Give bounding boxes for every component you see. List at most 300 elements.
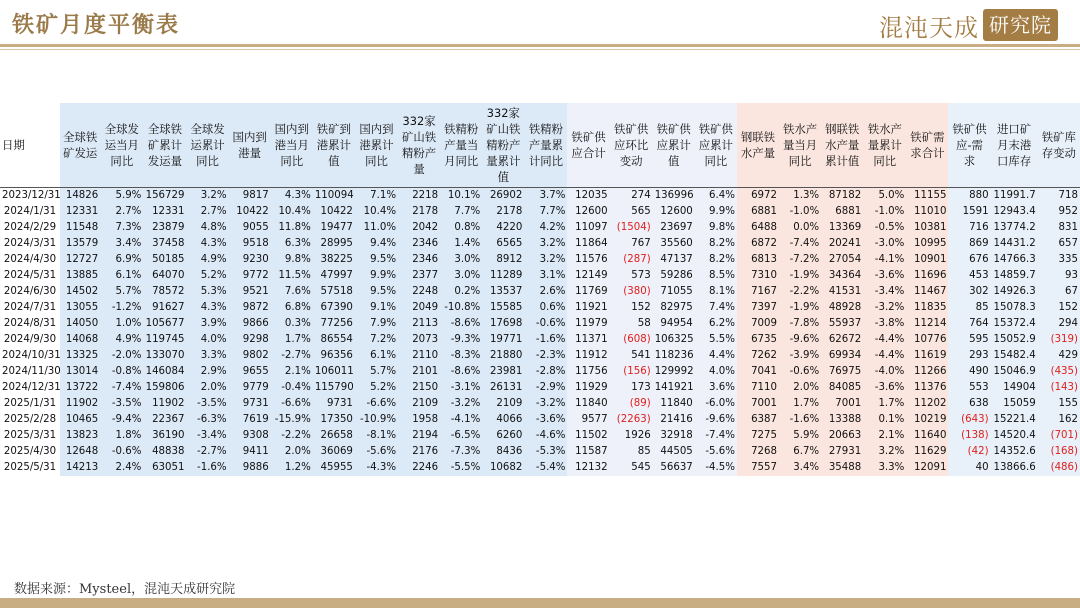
table-cell: (138): [948, 428, 990, 444]
table-cell: 5.3%: [186, 284, 228, 300]
table-cell: 9731: [313, 396, 355, 412]
table-cell: 657: [1038, 236, 1080, 252]
table-cell: 6.4%: [695, 188, 737, 205]
table-cell: -7.4%: [695, 428, 737, 444]
table-cell: 28995: [313, 236, 355, 252]
table-cell: 15059: [991, 396, 1038, 412]
table-cell: 294: [1038, 316, 1080, 332]
table-cell: 35488: [821, 460, 863, 476]
table-cell: 11502: [567, 428, 609, 444]
table-row: [0, 460, 1080, 476]
column-header: 铁矿供应累计值: [653, 103, 695, 188]
table-cell: 20241: [821, 236, 863, 252]
table-cell: 129992: [653, 364, 695, 380]
table-cell: 3.7%: [524, 188, 567, 205]
table-cell: -4.6%: [524, 428, 567, 444]
table-cell: 13885: [60, 268, 100, 284]
table-cell: 831: [1038, 220, 1080, 236]
table-cell: 10776: [906, 332, 948, 348]
table-cell: 14926.3: [991, 284, 1038, 300]
table-cell: 6.7%: [779, 444, 821, 460]
table-cell: 4.9%: [186, 252, 228, 268]
table-header-row: [0, 103, 1080, 188]
table-cell: 15585: [482, 300, 524, 316]
table-cell: 21416: [653, 412, 695, 428]
table-cell: 40: [948, 460, 990, 476]
table-cell: 11864: [567, 236, 609, 252]
table-cell: 34364: [821, 268, 863, 284]
table-cell: 3.2%: [524, 252, 567, 268]
table-cell: 2.6%: [524, 284, 567, 300]
table-cell: 573: [610, 268, 653, 284]
table-cell: 1591: [948, 204, 990, 220]
table-cell: 14826: [60, 188, 100, 205]
table-cell: 10682: [482, 460, 524, 476]
table-cell: 9802: [229, 348, 271, 364]
table-cell: -3.9%: [779, 348, 821, 364]
table-cell: -4.4%: [863, 348, 906, 364]
table-row: [0, 332, 1080, 348]
table-cell: (168): [1038, 444, 1080, 460]
logo-text: 混沌天成: [879, 13, 979, 42]
table-cell: 14431.2: [991, 236, 1038, 252]
table-cell: 11.5%: [271, 268, 313, 284]
date-cell: 2023/12/31: [2, 190, 61, 201]
table-row: [0, 252, 1080, 268]
table-cell: 6881: [821, 204, 863, 220]
table-cell: 9817: [229, 188, 271, 205]
table-cell: 9.1%: [355, 300, 398, 316]
table-cell: 11991.7: [991, 188, 1038, 205]
table-cell: 11548: [60, 220, 100, 236]
table-cell: 11289: [482, 268, 524, 284]
table-cell: 11214: [906, 316, 948, 332]
table-row: [0, 188, 1080, 205]
table-cell: 7310: [737, 268, 779, 284]
date-cell: 2024/5/31: [3, 270, 57, 281]
table-cell: 5.2%: [186, 268, 228, 284]
table-cell: 10422: [229, 204, 271, 220]
table-cell: 12943.4: [991, 204, 1038, 220]
table-cell: 13014: [60, 364, 100, 380]
table-cell: 4066: [482, 412, 524, 428]
table-cell: -4.1%: [440, 412, 482, 428]
table-cell: 36069: [313, 444, 355, 460]
table-cell: 3.0%: [440, 252, 482, 268]
column-header: 铁矿需求合计: [906, 103, 948, 188]
table-cell: 96356: [313, 348, 355, 364]
table-cell: -2.2%: [271, 428, 313, 444]
table-cell: 718: [1038, 188, 1080, 205]
table-cell: 952: [1038, 204, 1080, 220]
table-cell: -8.3%: [440, 348, 482, 364]
table-cell: 869: [948, 236, 990, 252]
table-cell: 0.8%: [440, 220, 482, 236]
table-cell: 8.1%: [695, 284, 737, 300]
table-cell: 7.9%: [355, 316, 398, 332]
table-cell: 17698: [482, 316, 524, 332]
table-cell: 14502: [60, 284, 100, 300]
table-cell: 20663: [821, 428, 863, 444]
table-cell: 58: [610, 316, 653, 332]
table-cell: (89): [610, 396, 653, 412]
table-cell: -0.6%: [100, 444, 143, 460]
table-body: [0, 188, 1080, 477]
table-cell: 19771: [482, 332, 524, 348]
table-cell: 13055: [60, 300, 100, 316]
table-cell: (435): [1038, 364, 1080, 380]
table-cell: -2.3%: [524, 348, 567, 364]
date-cell: 2024/6/30: [3, 286, 57, 297]
table-cell: 1.7%: [779, 396, 821, 412]
table-cell: 12132: [567, 460, 609, 476]
table-row: [0, 236, 1080, 252]
column-header: 铁矿库存变动: [1038, 103, 1080, 188]
table-cell: 14050: [60, 316, 100, 332]
column-header: 全球发运当月同比: [100, 103, 143, 188]
table-cell: 6.3%: [271, 236, 313, 252]
date-cell: 2024/11/30: [2, 366, 61, 377]
table-cell: (608): [610, 332, 653, 348]
table-cell: 1.4%: [440, 236, 482, 252]
table-cell: 5.0%: [863, 188, 906, 205]
table-cell: 2073: [398, 332, 440, 348]
table-cell: 7557: [737, 460, 779, 476]
table-cell: 6565: [482, 236, 524, 252]
date-cell: 2024/7/31: [3, 302, 57, 313]
table-cell: 141921: [653, 380, 695, 396]
column-header: 钢联铁水产量: [737, 103, 779, 188]
table-cell: 2.9%: [186, 364, 228, 380]
table-cell: 59286: [653, 268, 695, 284]
table-cell: 1.2%: [271, 460, 313, 476]
table-cell: 2113: [398, 316, 440, 332]
table-cell: 1.0%: [100, 316, 143, 332]
table-row: [0, 444, 1080, 460]
table-cell: 44505: [653, 444, 695, 460]
table-cell: 4.3%: [186, 300, 228, 316]
table-cell: 767: [610, 236, 653, 252]
table-cell: 565: [610, 204, 653, 220]
date-cell: 2025/5/31: [3, 462, 57, 473]
table-cell: 429: [1038, 348, 1080, 364]
table-cell: 2.1%: [863, 428, 906, 444]
table-cell: 11835: [906, 300, 948, 316]
table-cell: 11010: [906, 204, 948, 220]
table-cell: -2.7%: [271, 348, 313, 364]
table-cell: -15.9%: [271, 412, 313, 428]
table-cell: 26658: [313, 428, 355, 444]
table-row: [0, 428, 1080, 444]
table-cell: 8.2%: [695, 236, 737, 252]
table-cell: 4.4%: [695, 348, 737, 364]
column-header: 332家矿山铁精粉产量累计值: [482, 103, 524, 188]
table-cell: 23981: [482, 364, 524, 380]
table-cell: 82975: [653, 300, 695, 316]
table-cell: (42): [948, 444, 990, 460]
table-cell: 2178: [482, 204, 524, 220]
table-cell: 11371: [567, 332, 609, 348]
table-cell: 11979: [567, 316, 609, 332]
table-cell: -3.6%: [863, 380, 906, 396]
table-row: [0, 396, 1080, 412]
table-cell: 3.9%: [186, 316, 228, 332]
table-cell: 14904: [991, 380, 1038, 396]
table-cell: -8.6%: [440, 364, 482, 380]
table-cell: 9.8%: [271, 252, 313, 268]
table-cell: 55937: [821, 316, 863, 332]
table-cell: 3.4%: [100, 236, 143, 252]
column-header: 全球铁矿累计发运量: [143, 103, 186, 188]
table-cell: -10.8%: [440, 300, 482, 316]
table-cell: 48928: [821, 300, 863, 316]
footer-bar: [0, 598, 1080, 608]
column-header: 钢联铁水产量累计值: [821, 103, 863, 188]
table-cell: -1.6%: [186, 460, 228, 476]
table-cell: 48838: [143, 444, 186, 460]
table-cell: 8436: [482, 444, 524, 460]
table-cell: 7275: [737, 428, 779, 444]
table-cell: 118236: [653, 348, 695, 364]
table-cell: 26131: [482, 380, 524, 396]
table-cell: 11376: [906, 380, 948, 396]
table-cell: 9521: [229, 284, 271, 300]
table-cell: 7001: [821, 396, 863, 412]
table-cell: 545: [610, 460, 653, 476]
table-cell: 6881: [737, 204, 779, 220]
table-cell: 7110: [737, 380, 779, 396]
table-cell: -6.5%: [440, 428, 482, 444]
table-cell: 9.8%: [695, 220, 737, 236]
table-cell: 6972: [737, 188, 779, 205]
table-cell: -2.0%: [100, 348, 143, 364]
table-cell: 69934: [821, 348, 863, 364]
table-cell: 2.1%: [271, 364, 313, 380]
table-cell: 12035: [567, 188, 609, 205]
table-cell: -3.4%: [186, 428, 228, 444]
table-cell: 67: [1038, 284, 1080, 300]
table-cell: 6488: [737, 220, 779, 236]
table-cell: 4220: [482, 220, 524, 236]
table-cell: 4.0%: [186, 332, 228, 348]
table-cell: 335: [1038, 252, 1080, 268]
table-cell: 115790: [313, 380, 355, 396]
header-divider: [0, 44, 1080, 47]
table-cell: 14213: [60, 460, 100, 476]
table-cell: 10.4%: [271, 204, 313, 220]
table-cell: (156): [610, 364, 653, 380]
table-cell: 10465: [60, 412, 100, 428]
table-cell: 3.3%: [186, 348, 228, 364]
table-cell: -7.2%: [779, 252, 821, 268]
table-cell: 4.3%: [186, 236, 228, 252]
table-cell: 2194: [398, 428, 440, 444]
date-cell: 2025/3/31: [3, 430, 57, 441]
table-cell: 7619: [229, 412, 271, 428]
table-cell: 2.7%: [100, 204, 143, 220]
table-cell: 7268: [737, 444, 779, 460]
table-cell: 2150: [398, 380, 440, 396]
table-cell: -3.2%: [440, 396, 482, 412]
table-cell: 11202: [906, 396, 948, 412]
table-cell: 9.9%: [355, 268, 398, 284]
table-cell: -7.4%: [779, 236, 821, 252]
table-cell: 15372.4: [991, 316, 1038, 332]
column-header: 铁矿供应环比变动: [610, 103, 653, 188]
table-cell: 9518: [229, 236, 271, 252]
table-cell: 11840: [567, 396, 609, 412]
table-cell: 0.2%: [440, 284, 482, 300]
table-cell: 4.8%: [186, 220, 228, 236]
column-header: 铁水产量当月同比: [779, 103, 821, 188]
table-cell: (319): [1038, 332, 1080, 348]
table-cell: 11266: [906, 364, 948, 380]
table-cell: 110094: [313, 188, 355, 205]
column-header: 国内到港当月同比: [271, 103, 313, 188]
table-cell: 2.0%: [271, 444, 313, 460]
table-cell: -3.4%: [863, 284, 906, 300]
table-cell: 764: [948, 316, 990, 332]
table-cell: 2178: [398, 204, 440, 220]
column-header: 铁矿到港累计值: [313, 103, 355, 188]
table-cell: 152: [1038, 300, 1080, 316]
table-cell: 45955: [313, 460, 355, 476]
table-cell: -8.6%: [440, 316, 482, 332]
table-cell: 5.9%: [779, 428, 821, 444]
table-cell: 2.4%: [100, 460, 143, 476]
table-cell: 9055: [229, 220, 271, 236]
table-cell: -5.5%: [440, 460, 482, 476]
table-cell: 7167: [737, 284, 779, 300]
date-cell: 2025/2/28: [3, 414, 57, 425]
table-cell: 9886: [229, 460, 271, 476]
table-row: [0, 412, 1080, 428]
table-cell: 2176: [398, 444, 440, 460]
table-cell: 12600: [653, 204, 695, 220]
table-cell: 2109: [482, 396, 524, 412]
table-cell: 12149: [567, 268, 609, 284]
table-cell: 155: [1038, 396, 1080, 412]
column-header: 332家矿山铁精粉产量: [398, 103, 440, 188]
table-cell: -7.4%: [100, 380, 143, 396]
table-cell: 15482.4: [991, 348, 1038, 364]
table-cell: -3.6%: [863, 268, 906, 284]
table-cell: 2.0%: [186, 380, 228, 396]
table-cell: 14352.6: [991, 444, 1038, 460]
table-cell: -5.4%: [524, 460, 567, 476]
table-cell: 7009: [737, 316, 779, 332]
table-cell: 35560: [653, 236, 695, 252]
table-cell: 85: [948, 300, 990, 316]
table-cell: 10995: [906, 236, 948, 252]
table-cell: -10.9%: [355, 412, 398, 428]
table-cell: 2042: [398, 220, 440, 236]
table-cell: -9.6%: [779, 332, 821, 348]
table-cell: 6.9%: [100, 252, 143, 268]
table-cell: 6872: [737, 236, 779, 252]
table-cell: 13866.6: [991, 460, 1038, 476]
table-cell: (2263): [610, 412, 653, 428]
table-cell: 1.7%: [271, 332, 313, 348]
table-cell: 87182: [821, 188, 863, 205]
table-cell: -1.6%: [779, 412, 821, 428]
table-cell: 23697: [653, 220, 695, 236]
table-cell: 12727: [60, 252, 100, 268]
table-cell: 7.7%: [440, 204, 482, 220]
page-title: 铁矿月度平衡表: [12, 12, 181, 38]
table-cell: 1958: [398, 412, 440, 428]
table-cell: -7.3%: [440, 444, 482, 460]
table-cell: 23879: [143, 220, 186, 236]
table-cell: 13369: [821, 220, 863, 236]
table-cell: 38225: [313, 252, 355, 268]
table-cell: 2049: [398, 300, 440, 316]
table-cell: 13722: [60, 380, 100, 396]
table-cell: 11467: [906, 284, 948, 300]
table-cell: -1.2%: [100, 300, 143, 316]
table-cell: 11921: [567, 300, 609, 316]
table-cell: 156729: [143, 188, 186, 205]
table-cell: 3.2%: [524, 236, 567, 252]
table-cell: 2.7%: [186, 204, 228, 220]
table-cell: 2248: [398, 284, 440, 300]
table-cell: -3.8%: [863, 316, 906, 332]
table-cell: -1.0%: [863, 204, 906, 220]
table-cell: 638: [948, 396, 990, 412]
table-cell: 10381: [906, 220, 948, 236]
table-cell: 2377: [398, 268, 440, 284]
table-row: [0, 300, 1080, 316]
table-cell: 11.8%: [271, 220, 313, 236]
table-cell: 6387: [737, 412, 779, 428]
table-cell: 6.8%: [271, 300, 313, 316]
table-cell: 7.6%: [271, 284, 313, 300]
table-cell: -9.4%: [100, 412, 143, 428]
column-header: 铁矿供应-需求: [948, 103, 990, 188]
table-cell: 9866: [229, 316, 271, 332]
table-cell: 6.1%: [100, 268, 143, 284]
table-cell: 11619: [906, 348, 948, 364]
table-cell: 47997: [313, 268, 355, 284]
table-cell: 13579: [60, 236, 100, 252]
table-cell: -3.1%: [440, 380, 482, 396]
table-cell: 41531: [821, 284, 863, 300]
table-cell: 36190: [143, 428, 186, 444]
table-cell: 146084: [143, 364, 186, 380]
table-cell: 105677: [143, 316, 186, 332]
table-cell: 2246: [398, 460, 440, 476]
table-cell: 3.0%: [440, 268, 482, 284]
table-cell: 880: [948, 188, 990, 205]
table-cell: 11097: [567, 220, 609, 236]
table-cell: -1.6%: [524, 332, 567, 348]
table-cell: 8.5%: [695, 268, 737, 284]
table-cell: 15052.9: [991, 332, 1038, 348]
table-cell: 15078.3: [991, 300, 1038, 316]
table-cell: 1926: [610, 428, 653, 444]
table-cell: -9.3%: [440, 332, 482, 348]
column-header: 进口矿月末港口库存: [991, 103, 1038, 188]
table-cell: 2110: [398, 348, 440, 364]
date-cell: 2024/4/30: [3, 254, 57, 265]
table-cell: 1.3%: [779, 188, 821, 205]
date-cell: 2024/12/31: [2, 382, 61, 393]
table-cell: -5.6%: [695, 444, 737, 460]
table-cell: 4.0%: [695, 364, 737, 380]
date-cell: 2025/1/31: [3, 398, 57, 409]
table-cell: 9577: [567, 412, 609, 428]
table-cell: 133070: [143, 348, 186, 364]
